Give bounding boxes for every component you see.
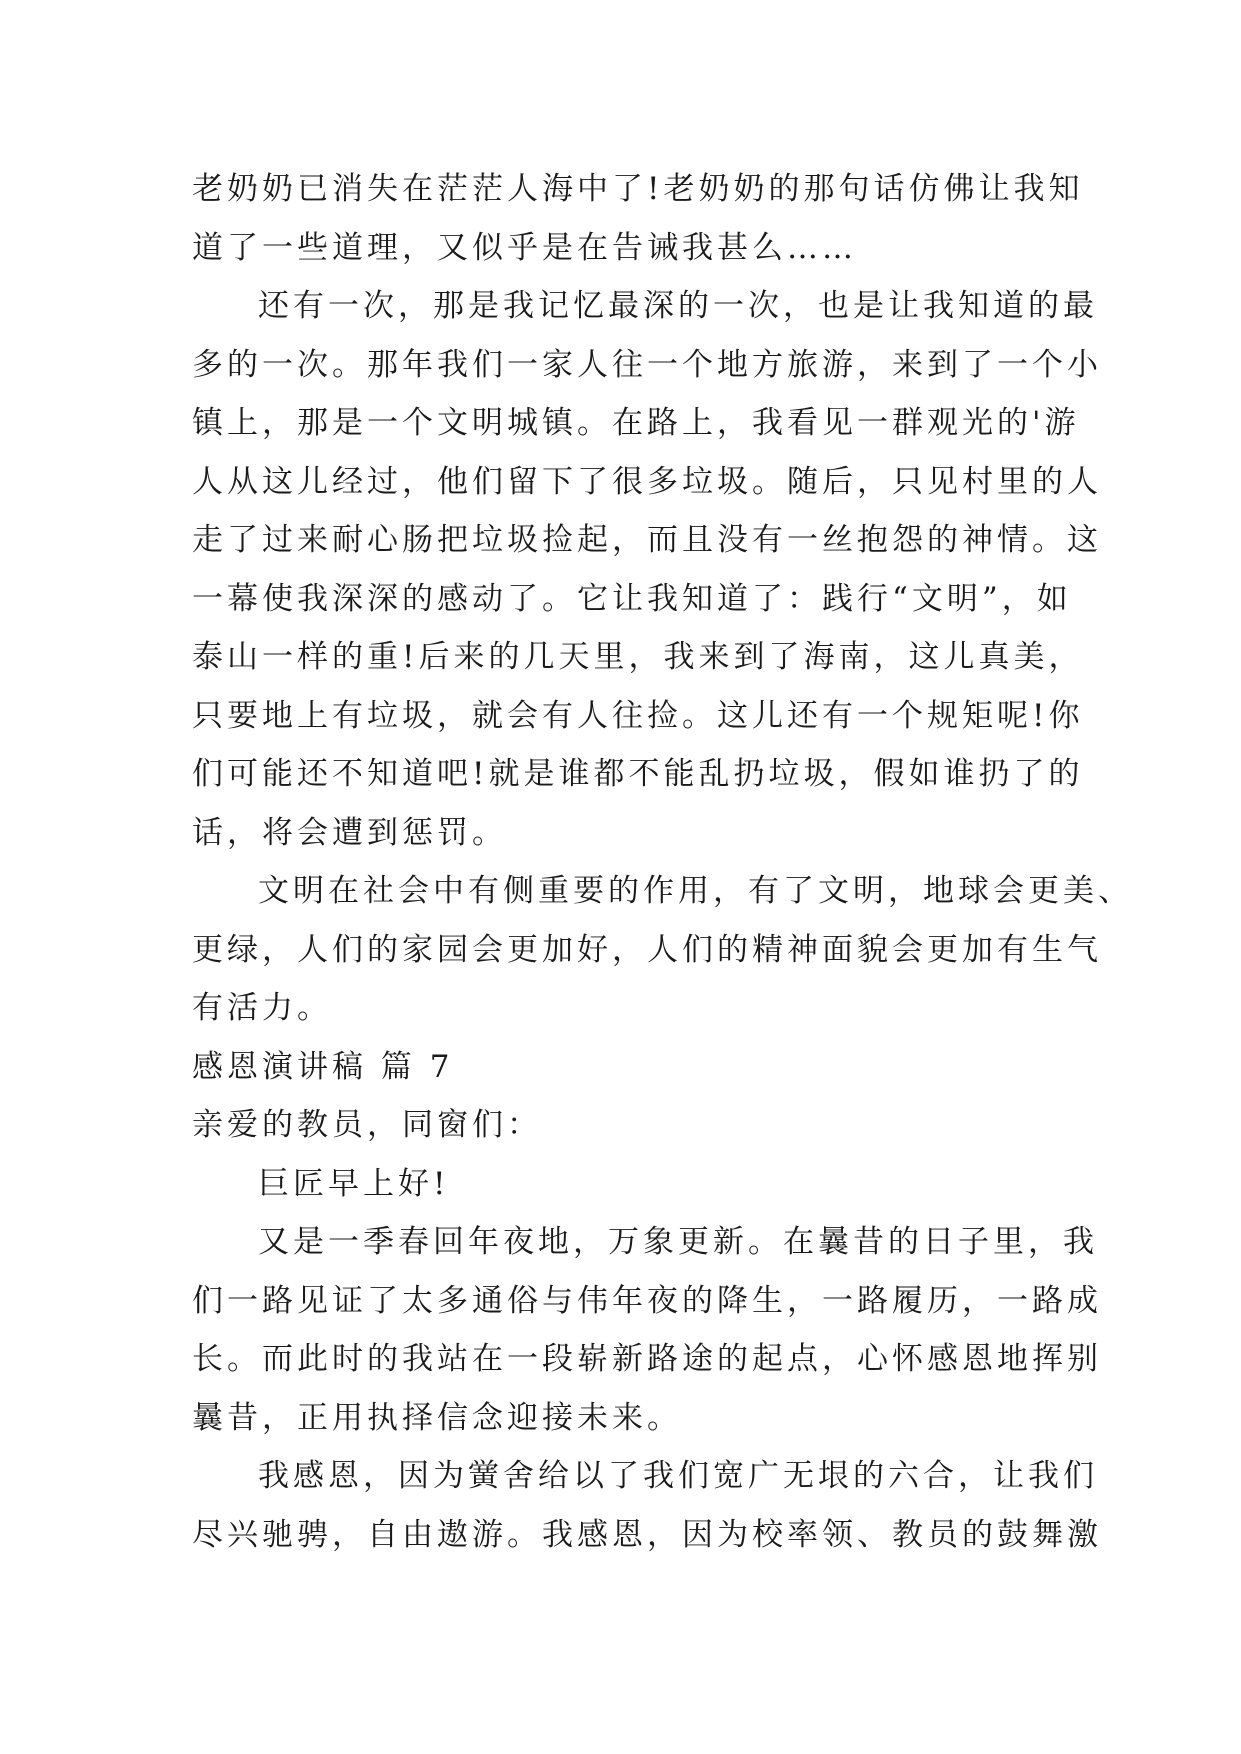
text-line: 文明在社会中有侧重要的作用，有了文明，地球会更美、 xyxy=(258,873,1133,909)
text-line: 有活力。 xyxy=(192,990,332,1026)
text-line: 们一路见证了太多通俗与伟年夜的降生，一路履历，一路成 xyxy=(192,1282,1102,1319)
text-line: 镇上，那是一个文明城镇。在路上，我看见一群观光的'游 xyxy=(192,405,1080,441)
text-line: 我感恩，因为黉舍给以了我们宽广无垠的六合，让我们 xyxy=(258,1458,1098,1494)
text-line: 还有一次，那是我记忆最深的一次，也是让我知道的最 xyxy=(258,288,1098,324)
text-line: 尽兴驰骋，自由遨游。我感恩，因为校率领、教员的鼓舞激 xyxy=(192,1516,1102,1553)
text-line: 亲爱的教员，同窗们： xyxy=(192,1107,542,1143)
text-line: 感恩演讲稿 篇 7 xyxy=(192,1048,454,1085)
text-line: 泰山一样的重!后来的几天里，我来到了海南，这儿真美， xyxy=(192,639,1084,675)
text-line: 走了过来耐心肠把垃圾捡起，而且没有一丝抱怨的神情。这 xyxy=(192,522,1102,558)
text-line: 一幕使我深深的感动了。它让我知道了：践行“文明”，如 xyxy=(192,580,1072,617)
text-line: 只要地上有垃圾，就会有人往捡。这儿还有一个规矩呢!你 xyxy=(192,697,1084,734)
text-line: 人从这儿经过，他们留下了很多垃圾。随后，只见村里的人 xyxy=(192,463,1102,500)
text-line: 长。而此时的我站在一段崭新路途的起点，心怀感恩地挥别 xyxy=(192,1341,1102,1377)
text-line: 更绿，人们的家园会更加好，人们的精神面貌会更加有生气 xyxy=(192,931,1102,968)
text-line: 们可能还不知道吧!就是谁都不能乱扔垃圾，假如谁扔了的 xyxy=(192,756,1084,792)
text-line: 又是一季春回年夜地，万象更新。在曩昔的日子里，我 xyxy=(258,1224,1098,1260)
document-body xyxy=(192,160,1133,1564)
text-line: 道了一些道理，又似乎是在告诫我甚么…… xyxy=(192,229,857,266)
text-line: 曩昔，正用执择信念迎接未来。 xyxy=(192,1399,682,1436)
text-line: 巨匠早上好! xyxy=(258,1165,450,1202)
text-line: 老奶奶已消失在茫茫人海中了!老奶奶的那句话仿佛让我知 xyxy=(192,171,1084,207)
text-line: 多的一次。那年我们一家人往一个地方旅游，来到了一个小 xyxy=(192,346,1102,383)
text-line: 话，将会遭到惩罚。 xyxy=(192,814,507,851)
